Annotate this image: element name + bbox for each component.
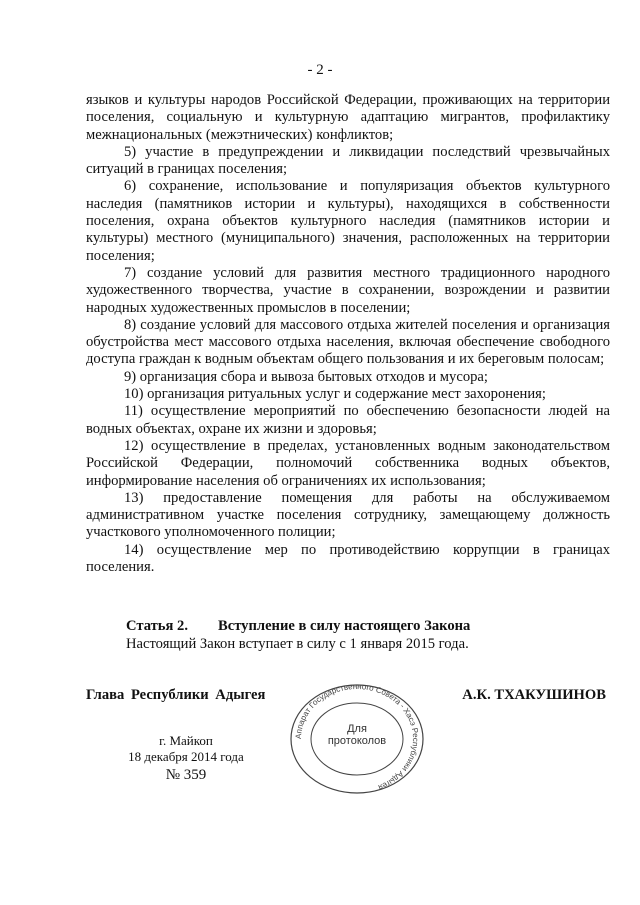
paragraph-continuation: языков и культуры народов Российской Федерации, проживающих на территории поселения, социальную и культурную адаптацию мигрантов, профилактику межнациональных (межэтнических) конфликтов; <box>86 92 610 143</box>
signer-title: Глава Республики Адыгея <box>86 687 266 703</box>
list-item-7: 7) создание условий для развития местного традиционного народного художественного творчества, участие в сохранении, возрождении и развитии народных художественных промыслов в поселении; <box>86 264 610 316</box>
article-2 <box>126 617 606 653</box>
list-item-6: 6) сохранение, использование и популяризация объектов культурного наследия (памятников истории и культуры), находящихся в собственности поселения, охрана объектов культурного наследия (памятников истории и культуры) местного (муниципального) значения, расположенных на территории поселения; <box>86 178 610 264</box>
article-text: Настоящий Закон вступает в силу с 1 января 2015 года. <box>126 636 469 652</box>
list-item-14: 14) осуществление мер по противодействию коррупции в границах поселения. <box>86 541 610 576</box>
stamp-center-text <box>287 723 427 747</box>
list-item-13: 13) предоставление помещения для работы на обслуживаемом административном участке поселения сотруднику, замещающему должность участкового уполномоченного полиции; <box>86 489 610 541</box>
article-title: Вступление в силу настоящего Закона <box>218 618 471 634</box>
stamp-text-line-1: Для <box>347 723 367 735</box>
article-number: Статья 2. <box>126 618 188 634</box>
list-item-8: 8) создание условий для массового отдыха жителей поселения и организация обустройства мест массового отдыха населения, включая обеспечение свободного доступа граждан к водным объектам общего пользования и их береговым полосам; <box>86 316 610 368</box>
list-item-11: 11) осуществление мероприятий по обеспечению безопасности людей на водных объектах, охране их жизни и здоровья; <box>86 403 610 437</box>
city: г. Майкоп <box>159 733 213 748</box>
list-item-12: 12) осуществление в пределах, установленных водным законодательством Российской Федерации, полномочий собственника водных объектов, информирование населения об ограничениях их использования; <box>86 437 610 489</box>
list-item-9: 9) организация сбора и вывоза бытовых отходов и мусора; <box>124 368 488 385</box>
official-stamp <box>287 683 427 795</box>
place-date-block <box>96 733 276 783</box>
page-number: - 2 - <box>307 62 333 78</box>
date: 18 декабря 2014 года <box>128 749 244 764</box>
law-number: № 359 <box>165 767 207 783</box>
stamp-ring-text: Аппарат Государственного Совета - Хасэ Республики Адыгея <box>293 683 421 793</box>
list-item-5: 5) участие в предупреждении и ликвидации последствий чрезвычайных ситуаций в границах поселения; <box>86 143 610 178</box>
document-body <box>86 92 610 576</box>
article-heading <box>126 617 606 635</box>
stamp-text-line-2: протоколов <box>327 735 387 747</box>
signer-name: А.К. ТХАКУШИНОВ <box>462 687 606 703</box>
list-item-10: 10) организация ритуальных услуг и содержание мест захоронения; <box>124 386 546 403</box>
